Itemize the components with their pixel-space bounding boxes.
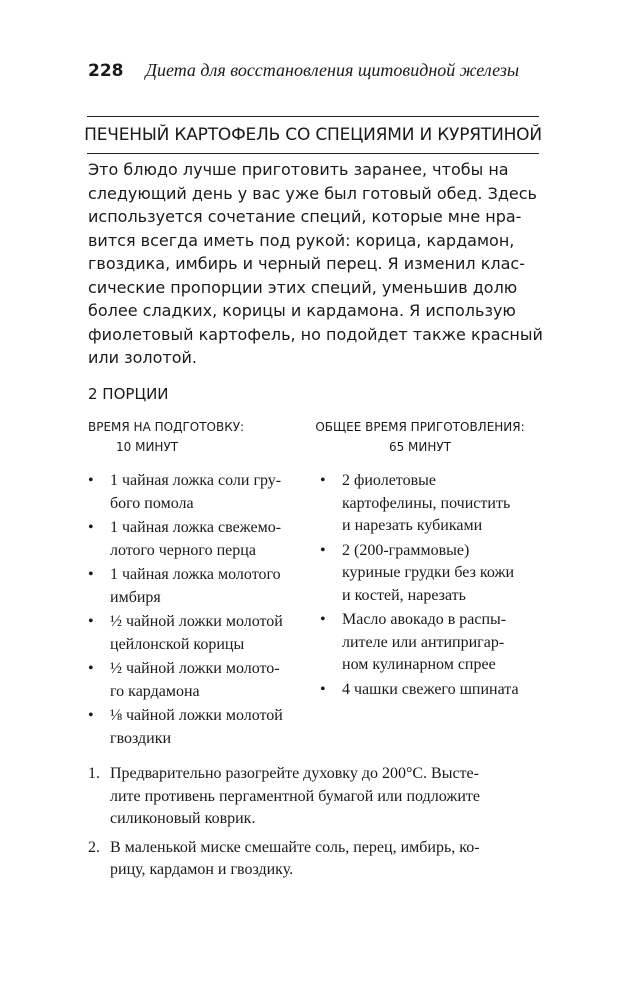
total-time — [300, 417, 540, 457]
servings: 2 ПОРЦИИ — [88, 385, 169, 403]
intro-line: вится всегда иметь под рукой: корица, кардамон, — [88, 230, 515, 250]
ingredient-line: бого помола — [110, 494, 194, 512]
ingredient-line: 1 чайная ложка молотого — [110, 566, 281, 583]
ingredient-item — [88, 658, 316, 703]
instructions — [88, 763, 548, 888]
ingredients-left-column — [88, 470, 316, 752]
ingredient-line: 1 чайная ложка соли гру- — [110, 472, 282, 489]
running-header — [88, 60, 548, 90]
ingredient-line: гвоздики — [110, 729, 172, 747]
ingredient-item — [320, 679, 550, 702]
ingredient-line: и нарезать кубиками — [342, 517, 483, 534]
step-line: В маленькой миске смешайте соль, перец, имбирь, ко- — [110, 838, 480, 856]
ingredient-item — [320, 540, 550, 608]
intro-line: гвоздика, имбирь и черный перец. Я изменил клас- — [88, 254, 525, 273]
ingredient-item — [88, 564, 316, 609]
ingredient-line: 2 фиолетовые — [342, 472, 436, 489]
ingredient-line: ном кулинарном спрее — [342, 656, 496, 673]
page-number: 228 — [88, 61, 124, 81]
bullet: • — [88, 519, 94, 536]
bullet: • — [320, 541, 326, 559]
ingredient-line: имбиря — [110, 588, 161, 606]
running-title: Диета для восстановления щитовидной железы — [145, 60, 520, 80]
bullet: • — [88, 707, 94, 724]
ingredient-line: картофелины, почистить — [342, 494, 511, 512]
ingredient-line: и костей, нарезать — [342, 586, 466, 604]
ingredient-line: го кардамона — [110, 682, 200, 700]
step-number: 1. — [88, 765, 100, 782]
prep-time — [88, 417, 328, 457]
ingredient-line: 4 чашки свежего шпината — [342, 680, 519, 698]
ingredient-line: ⅛ чайной ложки молотой — [110, 707, 283, 724]
ingredient-item — [320, 470, 550, 538]
recipe-title: ПЕЧЕНЫЙ КАРТОФЕЛЬ СО СПЕЦИЯМИ И КУРЯТИНОЙ — [87, 116, 539, 154]
ingredient-item — [320, 609, 550, 677]
intro-line: или золотой. — [88, 348, 198, 367]
step-item — [88, 763, 548, 831]
step-line: рицу, кардамон и гвоздику. — [110, 861, 294, 878]
intro-line: следующий день у вас уже был готовый обед. Здесь — [88, 183, 537, 203]
bullet: • — [88, 472, 94, 489]
step-item — [88, 837, 548, 882]
intro-line: фиолетовый картофель, но подойдет также красный — [88, 324, 543, 344]
ingredient-item — [88, 705, 316, 750]
prep-time-label: ВРЕМЯ НА ПОДГОТОВКУ: — [88, 420, 245, 434]
bullet: • — [88, 613, 94, 630]
ingredient-line: 1 чайная ложка свежемо- — [110, 519, 282, 536]
bullet: • — [320, 472, 326, 489]
ingredient-line: лителе или антипригар- — [342, 633, 505, 651]
step-line: лите противень пергаментной бумагой или подложите — [110, 787, 481, 805]
ingredient-line: куриные грудки без кожи — [342, 564, 515, 581]
total-time-value: 65 МИНУТ — [388, 440, 452, 454]
ingredient-line: ½ чайной ложки молото- — [110, 660, 280, 677]
prep-time-value: 10 МИНУТ — [116, 440, 179, 454]
ingredient-item — [88, 611, 316, 656]
intro-line: используется сочетание специй, которые мне нра- — [88, 207, 522, 226]
intro-line: сические пропорции этих специй, уменьшив долю — [88, 277, 518, 297]
ingredient-line: Масло авокадо в распы- — [342, 611, 507, 628]
step-number: 2. — [88, 838, 100, 856]
step-line: силиконовый коврик. — [110, 810, 256, 827]
intro-line: более сладких, корицы и кардамона. Я использую — [88, 301, 516, 320]
bullet: • — [320, 611, 326, 628]
ingredient-line: 2 (200-граммовые) — [342, 541, 470, 559]
bullet: • — [320, 680, 326, 698]
bullet: • — [88, 660, 94, 677]
ingredient-item — [88, 517, 316, 562]
ingredient-line: лотого черного перца — [110, 541, 256, 559]
recipe-intro — [88, 158, 548, 370]
bullet: • — [88, 566, 94, 583]
ingredient-line: цейлонской корицы — [110, 635, 245, 653]
step-line: Предварительно разогрейте духовку до 200°C. Высте- — [110, 765, 479, 782]
ingredients-right-column — [320, 470, 550, 703]
total-time-label: ОБЩЕЕ ВРЕМЯ ПРИГОТОВЛЕНИЯ: — [315, 420, 525, 434]
intro-line: Это блюдо лучше приготовить заранее, чтобы на — [88, 160, 509, 179]
ingredient-line: ½ чайной ложки молотой — [110, 613, 283, 630]
ingredient-item — [88, 470, 316, 515]
